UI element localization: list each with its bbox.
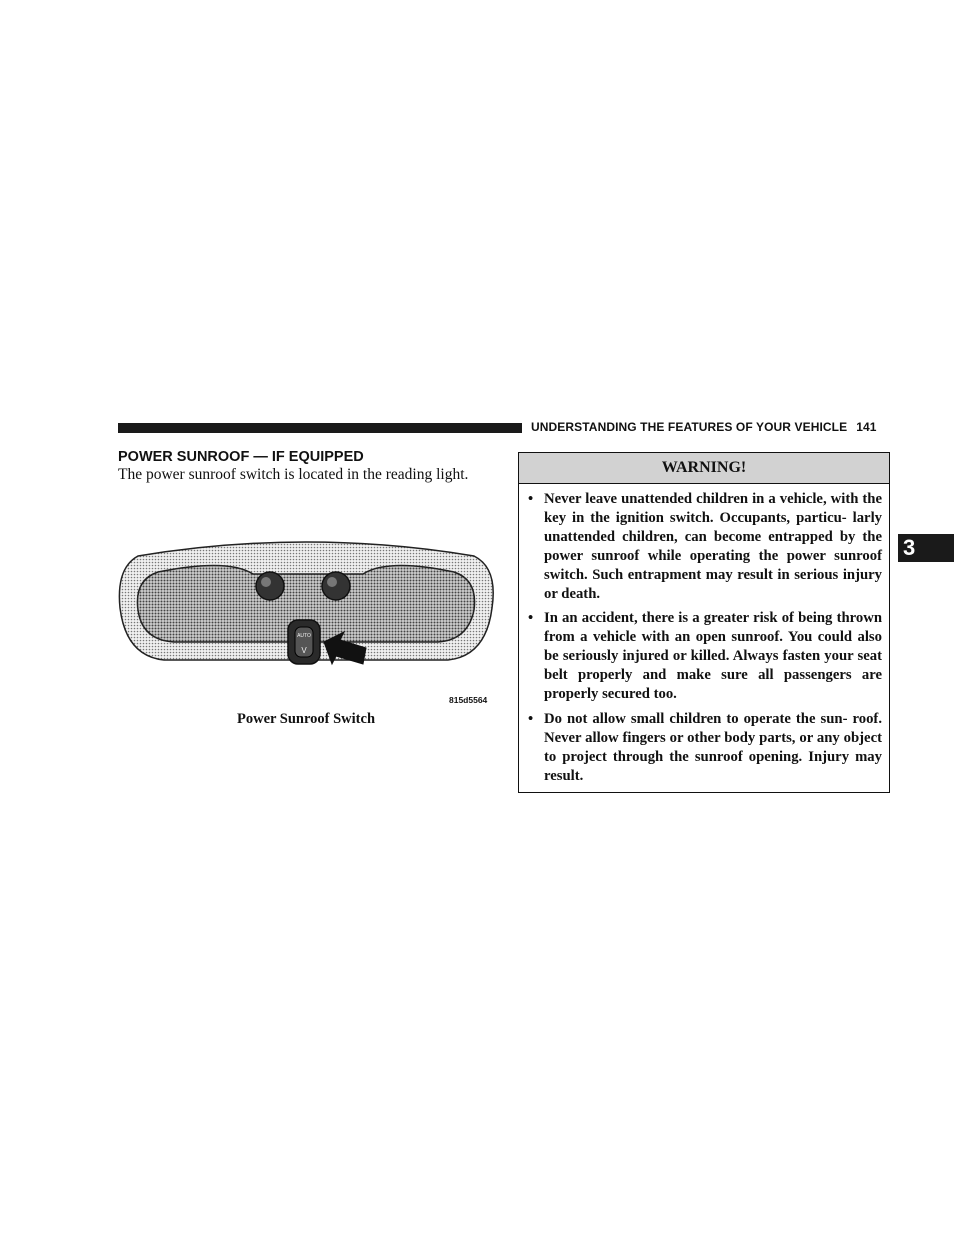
- warning-heading: WARNING!: [519, 453, 889, 484]
- running-header: [531, 420, 891, 434]
- reading-light-illustration: [118, 528, 494, 714]
- warning-box: [518, 452, 890, 793]
- figure-caption: Power Sunroof Switch: [236, 711, 376, 727]
- switch-v-label: V: [301, 646, 307, 655]
- warning-item-text: Never leave unattended children in a vehicle, with the key in the ignition switch. Occupants, particu- larly unattended children, can become entrapped by the power sunroof while operating the power sunroof switch. Such entrapment may result in serious injury or death.: [544, 491, 882, 602]
- warning-item: [526, 490, 882, 603]
- right-lamp-knob: [322, 572, 350, 600]
- intro-text: The power sunroof switch is located in the reading light.: [118, 466, 469, 483]
- bullet-icon: •: [528, 491, 534, 507]
- section-title: POWER SUNROOF — IF EQUIPPED: [118, 449, 364, 465]
- header-title: UNDERSTANDING THE FEATURES OF YOUR VEHICLE: [531, 420, 848, 434]
- warning-item-text: Do not allow small children to operate the sun- roof. Never allow fingers or other body parts, or any object to project through the sunroof opening. Injury may result.: [544, 710, 882, 784]
- warning-list: [519, 484, 889, 786]
- bullet-icon: •: [528, 610, 534, 627]
- switch-auto-label: AUTO: [297, 633, 311, 639]
- warning-item-text: In an accident, there is a greater risk of being thrown from a vehicle with an open sunroof. You could also be seriously injured or killed. Always fasten your seat belt properly and make sure all passengers are properly secured too.: [544, 610, 882, 703]
- warning-item: [526, 710, 882, 786]
- bullet-icon: •: [528, 710, 534, 727]
- warning-item: [526, 609, 882, 704]
- header-rule: [118, 423, 522, 433]
- figure-code: 815d5564: [449, 695, 488, 705]
- left-lamp-knob: [256, 572, 284, 600]
- page-number: 141: [856, 420, 877, 434]
- chapter-tab: 3: [898, 534, 954, 562]
